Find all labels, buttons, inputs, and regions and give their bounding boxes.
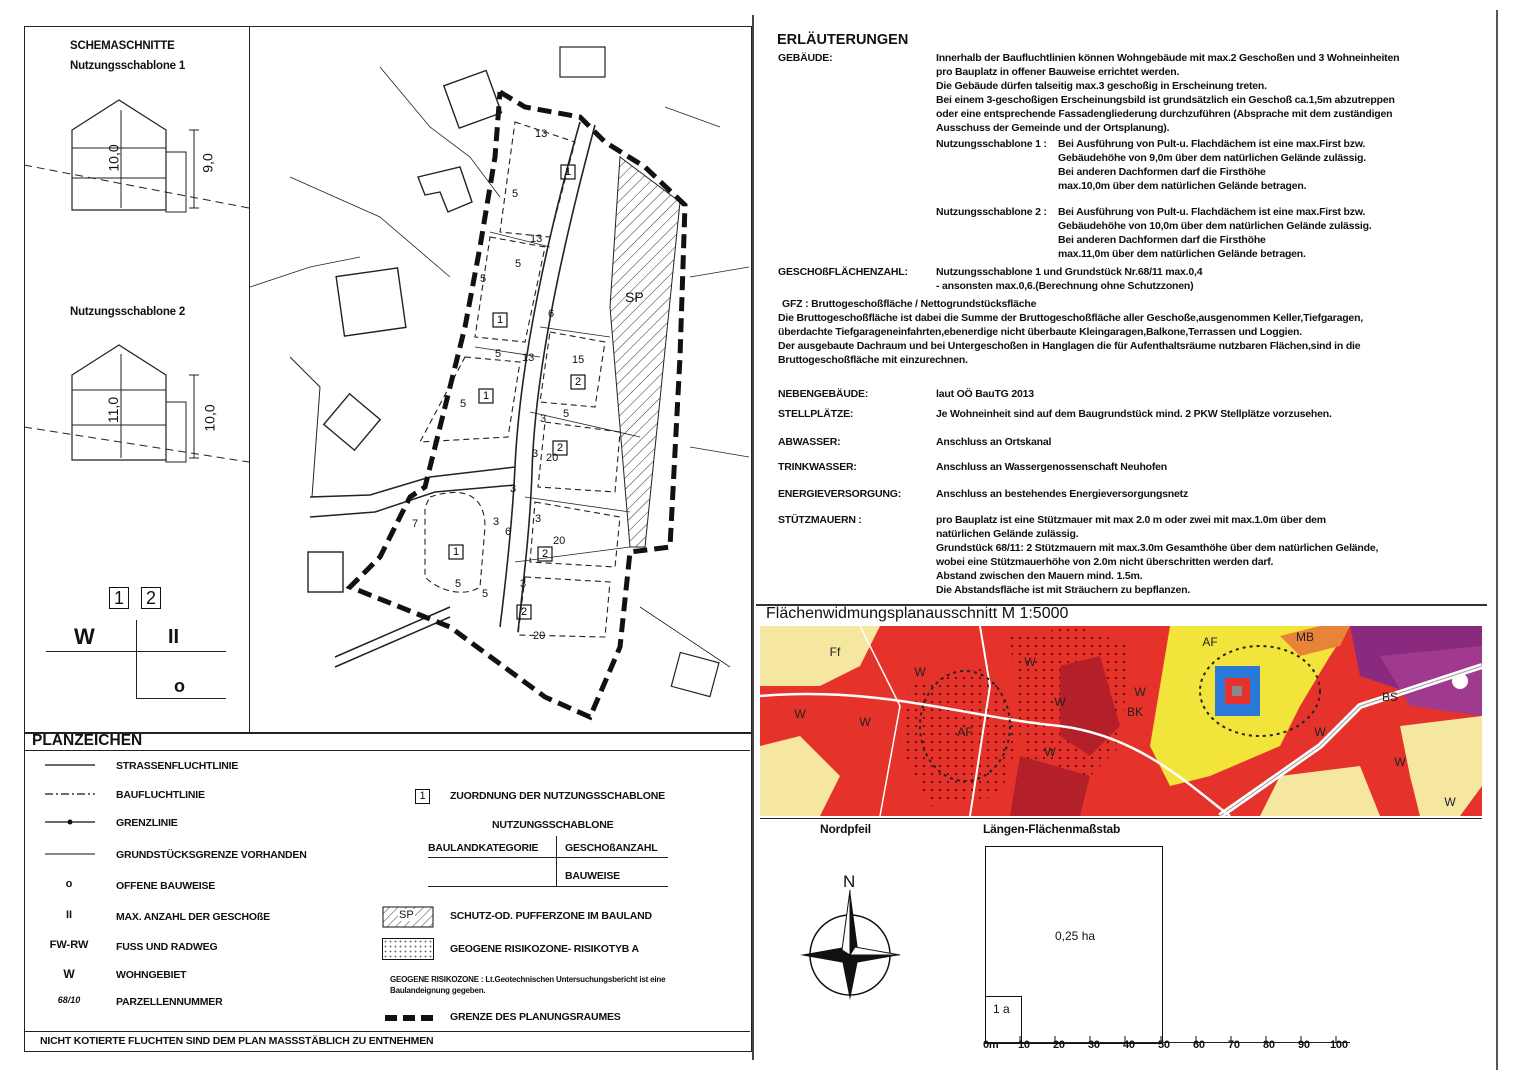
fwp-label: W — [914, 665, 926, 679]
schablone-ii: II — [168, 626, 180, 648]
svg-text:5: 5 — [515, 258, 522, 270]
page-divider — [752, 15, 754, 1060]
svg-text:5: 5 — [460, 398, 467, 410]
erl-ns1-1: Gebäudehöhe von 9,0m über dem natürlichen Gelände zulässig. — [1058, 152, 1366, 164]
s1-height-max: 9,0 — [199, 153, 216, 173]
erl-gfz-text-1: überdachte Tiefgarageneinfahrten,ebenerdige nicht überbaute Kleingaragen,Balkone,Terrassen und Loggien. — [778, 326, 1302, 338]
scale-tick-100: 100 — [1330, 1039, 1348, 1051]
north-letter: N — [843, 872, 856, 891]
fwp-title: Flächenwidmungsplanausschnitt M 1:5000 — [766, 605, 1069, 622]
scale-tick-30: 30 — [1088, 1039, 1100, 1051]
pz-fuss-radweg: FUSS UND RADWEG — [116, 941, 218, 953]
fwp-label: W — [859, 715, 871, 729]
pz-zuordnung: ZUORDNUNG DER NUTZUNGSSCHABLONE — [450, 790, 665, 802]
fwp-label: W — [1444, 795, 1456, 809]
fwp-label: BK — [1126, 705, 1144, 719]
pz-wohngebiet: WOHNGEBIET — [116, 969, 187, 981]
erl-row-text-2: Anschluss an Ortskanal — [936, 436, 1052, 448]
svg-text:3: 3 — [535, 513, 542, 525]
erl-title: ERLÄUTERUNGEN — [777, 32, 909, 48]
erl-gebaeude-5: Ausschuss der Gemeinde und der Ortsplanung). — [936, 122, 1170, 134]
erl-gfz-text-2: Der ausgebaute Dachraum und bei Untergeschoßen in Hanglagen die für Aufenthaltsräume nutzbaren Flächen,sind in die — [778, 340, 1361, 352]
fwp-label: W — [1134, 685, 1146, 699]
erl-gfz-text-0: Die Bruttogeschoßfläche ist dabei die Summe der Bruttogeschoßfläche aller Geschoße,ausgenommen Keller,Tiefgaragen, — [778, 312, 1363, 324]
fwp-label: W — [1024, 655, 1036, 669]
erl-ns2-2: Bei anderen Dachformen darf die Firsthöhe — [1058, 234, 1266, 246]
erl-gebaeude-1: pro Bauplatz in offener Bauweise errichtet werden. — [936, 66, 1180, 78]
pz-sym-fwrw: FW-RW — [49, 939, 89, 951]
svg-text:20: 20 — [546, 452, 559, 464]
erl-row-label-4: ENERGIEVERSORGUNG: — [778, 488, 901, 500]
pz-sp-text: SP — [399, 909, 414, 921]
erl-stuetz-0: pro Bauplatz ist eine Stützmauer mit max 2.0 m oder zwei mit max.1.0m über dem — [936, 514, 1326, 526]
pz-sym-w: W — [63, 967, 75, 981]
fwp-label: AF — [957, 725, 973, 739]
pz-max-geschosse: MAX. ANZAHL DER GESCHOßE — [116, 911, 270, 923]
massstab-title: Längen-Flächenmaßstab — [983, 822, 1121, 836]
erl-stuetz-4: Abstand zwischen den Mauern mind. 1.5m. — [936, 570, 1143, 582]
erl-ns1-2: Bei anderen Dachformen darf die Firsthöhe — [1058, 166, 1266, 178]
pz-sym-ii: II — [65, 909, 73, 921]
erl-gfz-label: GESCHOßFLÄCHENZAHL: — [778, 266, 908, 278]
svg-text:5: 5 — [495, 348, 502, 360]
s1-height-total: 10,0 — [105, 144, 122, 172]
plan-sp-label: SP — [625, 289, 644, 305]
planzeichen-title: PLANZEICHEN — [32, 732, 143, 749]
fwp-map — [760, 626, 1482, 816]
svg-text:15: 15 — [572, 354, 585, 366]
schablone-vline — [136, 620, 137, 698]
erl-ns1-0: Bei Ausführung von Pult-u. Flachdächem ist eine max.First bzw. — [1058, 138, 1366, 150]
erl-row-text-0: laut OÖ BauTG 2013 — [936, 388, 1034, 400]
pz-bauweise: BAUWEISE — [565, 870, 620, 882]
pz-baufluchtlinie: BAUFLUCHTLINIE — [116, 789, 205, 801]
scale-tick-90: 90 — [1298, 1039, 1310, 1051]
scale-tick-80: 80 — [1263, 1039, 1275, 1051]
plan-label: 1 — [564, 166, 572, 178]
svg-text:5: 5 — [482, 588, 489, 600]
pz-baulandkategorie: BAULANDKATEGORIE — [428, 842, 539, 854]
erl-stuetz-2: Grundstück 68/11: 2 Stützmauern mit max.3.0m Gesamthöhe über dem natürlichen Gelände, — [936, 542, 1379, 554]
fwp-label: W — [1044, 745, 1056, 759]
schema-title: SCHEMASCHNITTE — [70, 40, 175, 52]
scale-tick-10: 10 — [1018, 1039, 1030, 1051]
pz-strassenflucht: STRASSENFLUCHTLINIE — [116, 760, 239, 772]
pz-parzellennummer: PARZELLENNUMMER — [116, 996, 223, 1008]
fwp-label: AF — [1202, 635, 1218, 649]
schablone-box-1: 1 — [109, 587, 129, 609]
schablone-box-2: 2 — [141, 587, 161, 609]
pz-geogen-note: GEOGENE RISIKOZONE : Lt.Geotechnischen Untersuchungsbericht ist eine Baulandeignung gegeben. — [390, 975, 666, 995]
erl-ns2-0: Bei Ausführung von Pult-u. Flachdächem ist eine max.First bzw. — [1058, 206, 1366, 218]
fwp-label: BS — [1381, 690, 1399, 704]
svg-text:13: 13 — [535, 128, 548, 140]
plan-label: 1 — [482, 390, 490, 402]
schablone-hline2 — [136, 698, 226, 699]
svg-text:3: 3 — [540, 413, 547, 425]
fwp-label: W — [1314, 725, 1326, 739]
erl-gfz-0: Nutzungsschablone 1 und Grundstück Nr.68/11 max.0,4 — [936, 266, 1203, 278]
svg-text:13: 13 — [522, 352, 535, 364]
svg-text:5: 5 — [512, 188, 519, 200]
schablone-w: W — [74, 624, 95, 649]
planzeichen-title-line — [24, 750, 750, 751]
fwp-label: MB — [1296, 630, 1314, 644]
fwp-label: Ff — [829, 645, 841, 659]
fwp-label: W — [1394, 755, 1406, 769]
schablone1-title: Nutzungsschablone 1 — [70, 60, 186, 72]
pz-ns-hline — [428, 857, 668, 858]
scale-tick-0: 0m — [983, 1039, 999, 1051]
erl-ns2-1: Gebäudehöhe von 10,0m über dem natürlichen Gelände zulässig. — [1058, 220, 1372, 232]
erl-row-text-1: Je Wohneinheit sind auf dem Baugrundstück mind. 2 PKW Stellplätze vorzusehen. — [936, 408, 1332, 420]
svg-text:20: 20 — [553, 535, 566, 547]
scale-tick-50: 50 — [1158, 1039, 1170, 1051]
erl-stuetz-label: STÜTZMAUERN : — [778, 514, 862, 526]
erl-gebaeude-label: GEBÄUDE: — [778, 52, 833, 64]
s2-height-total: 11,0 — [105, 396, 122, 424]
fwp-bottom-line — [760, 818, 1482, 819]
scale-tick-20: 20 — [1053, 1039, 1065, 1051]
erl-gebaeude-3: Bei einem 3-geschoßigen Erscheinungsbild ist grundsätzlich ein Geschoß ca.1,5m abzutreppen — [936, 94, 1395, 106]
s2-height-max: 10,0 — [201, 404, 218, 432]
pz-ns-hline2 — [428, 886, 668, 887]
pz-grenze: GRENZE DES PLANUNGSRAUMES — [450, 1011, 621, 1023]
erl-gfz-text-3: Bruttogeschoßfläche mit einzurechnen. — [778, 354, 968, 366]
right-edge — [1496, 10, 1498, 1070]
schablone-o: o — [174, 676, 185, 696]
svg-text:5: 5 — [480, 273, 487, 285]
planzeichen-symbols — [40, 760, 100, 870]
pz-geschossanzahl: GESCHOßANZAHL — [565, 842, 658, 854]
plan-label: 2 — [541, 548, 549, 560]
erl-row-label-0: NEBENGEBÄUDE: — [778, 388, 869, 400]
footer-line — [24, 1031, 750, 1032]
plan-label: 2 — [574, 376, 582, 388]
erl-row-label-2: ABWASSER: — [778, 436, 841, 448]
erl-gebaeude-0: Innerhalb der Baufluchtlinien können Wohngebäude mit max.2 Geschoßen und 3 Wohneinheiten — [936, 52, 1400, 64]
pz-offene-bauweise: OFFENE BAUWEISE — [116, 880, 216, 892]
plan-label: 2 — [556, 442, 564, 454]
pz-geogen: GEOGENE RISIKOZONE- RISIKOTYB A — [450, 943, 639, 955]
svg-text:6: 6 — [548, 308, 555, 320]
pz-box-1: 1 — [415, 789, 430, 804]
erl-stuetz-1: natürlichen Gelände zulässig. — [936, 528, 1079, 540]
erl-ns2-label: Nutzungsschablone 2 : — [936, 206, 1047, 218]
svg-text:5: 5 — [455, 578, 462, 590]
footer-note: NICHT KOTIERTE FLUCHTEN SIND DEM PLAN MASSSTÄBLICH ZU ENTNEHMEN — [40, 1035, 434, 1047]
pz-geogen-symbol — [382, 938, 434, 960]
svg-text:6: 6 — [505, 526, 512, 538]
svg-text:13: 13 — [530, 233, 543, 245]
plan-label: 1 — [452, 546, 460, 558]
plan-label: 2 — [520, 606, 528, 618]
svg-text:7: 7 — [412, 518, 419, 530]
svg-text:3: 3 — [493, 516, 500, 528]
compass-icon — [800, 890, 900, 1000]
svg-text:3: 3 — [510, 483, 517, 495]
svg-text:3: 3 — [520, 578, 527, 590]
pz-grenzlinie: GRENZLINIE — [116, 817, 178, 829]
erl-ns2-3: max.11,0m über dem natürlichen Gelände betragen. — [1058, 248, 1306, 260]
pz-sym-o: o — [65, 878, 73, 890]
erl-gebaeude-4: oder eine entsprechende Fassadengliederung durchzuführen (Absprache mit dem zuständigen — [936, 108, 1393, 120]
pz-grenze-symbol — [385, 1015, 435, 1021]
erl-stuetz-5: Die Abstandsfläche ist mit Sträuchern zu bepflanzen. — [936, 584, 1191, 596]
pz-ns-vline — [556, 836, 557, 886]
scale-ha-label: 0,25 ha — [1055, 929, 1096, 943]
erl-row-text-3: Anschluss an Wassergenossenschaft Neuhofen — [936, 461, 1168, 473]
erl-row-text-4: Anschluss an bestehendes Energieversorgungsnetz — [936, 488, 1189, 500]
pz-sym-parzelle: 68/10 — [57, 995, 81, 1005]
scale-a-label: 1 a — [993, 1002, 1010, 1016]
erl-ns1-3: max.10,0m über dem natürlichen Gelände betragen. — [1058, 180, 1307, 192]
erl-row-label-1: STELLPLÄTZE: — [778, 408, 854, 420]
scale-tick-60: 60 — [1193, 1039, 1205, 1051]
fwp-label: W — [1054, 695, 1066, 709]
svg-text:5: 5 — [563, 408, 570, 420]
scale-tick-70: 70 — [1228, 1039, 1240, 1051]
nordpfeil-title: Nordpfeil — [820, 822, 871, 836]
fwp-label: W — [794, 707, 806, 721]
schablone2-title: Nutzungsschablone 2 — [70, 306, 186, 318]
scale-tick-40: 40 — [1123, 1039, 1135, 1051]
bebauungsplan-map — [250, 27, 749, 731]
erl-ns1-label: Nutzungsschablone 1 : — [936, 138, 1047, 150]
pz-grundstuecksgrenze: GRUNDSTÜCKSGRENZE VORHANDEN — [116, 849, 307, 861]
plan-label: 1 — [496, 314, 504, 326]
svg-text:20: 20 — [533, 630, 546, 642]
erl-gebaeude-2: Die Gebäude dürfen talseitig max.3 geschoßig in Erscheinung treten. — [936, 80, 1267, 92]
erl-row-label-3: TRINKWASSER: — [778, 461, 857, 473]
erl-gfz-title: GFZ : Bruttogeschoßfläche / Nettogrundstücksfläche — [782, 298, 1037, 310]
erl-stuetz-3: wobei eine Stützmauerhöhe von 2.0m nicht überschritten werden darf. — [936, 556, 1274, 568]
pz-ns-title: NUTZUNGSSCHABLONE — [492, 819, 614, 831]
svg-text:3: 3 — [532, 448, 539, 460]
erl-gfz-1: - ansonsten max.0,6.(Berechnung ohne Schutzzonen) — [936, 280, 1194, 292]
pz-schutzzone: SCHUTZ-OD. PUFFERZONE IM BAULAND — [450, 910, 652, 922]
